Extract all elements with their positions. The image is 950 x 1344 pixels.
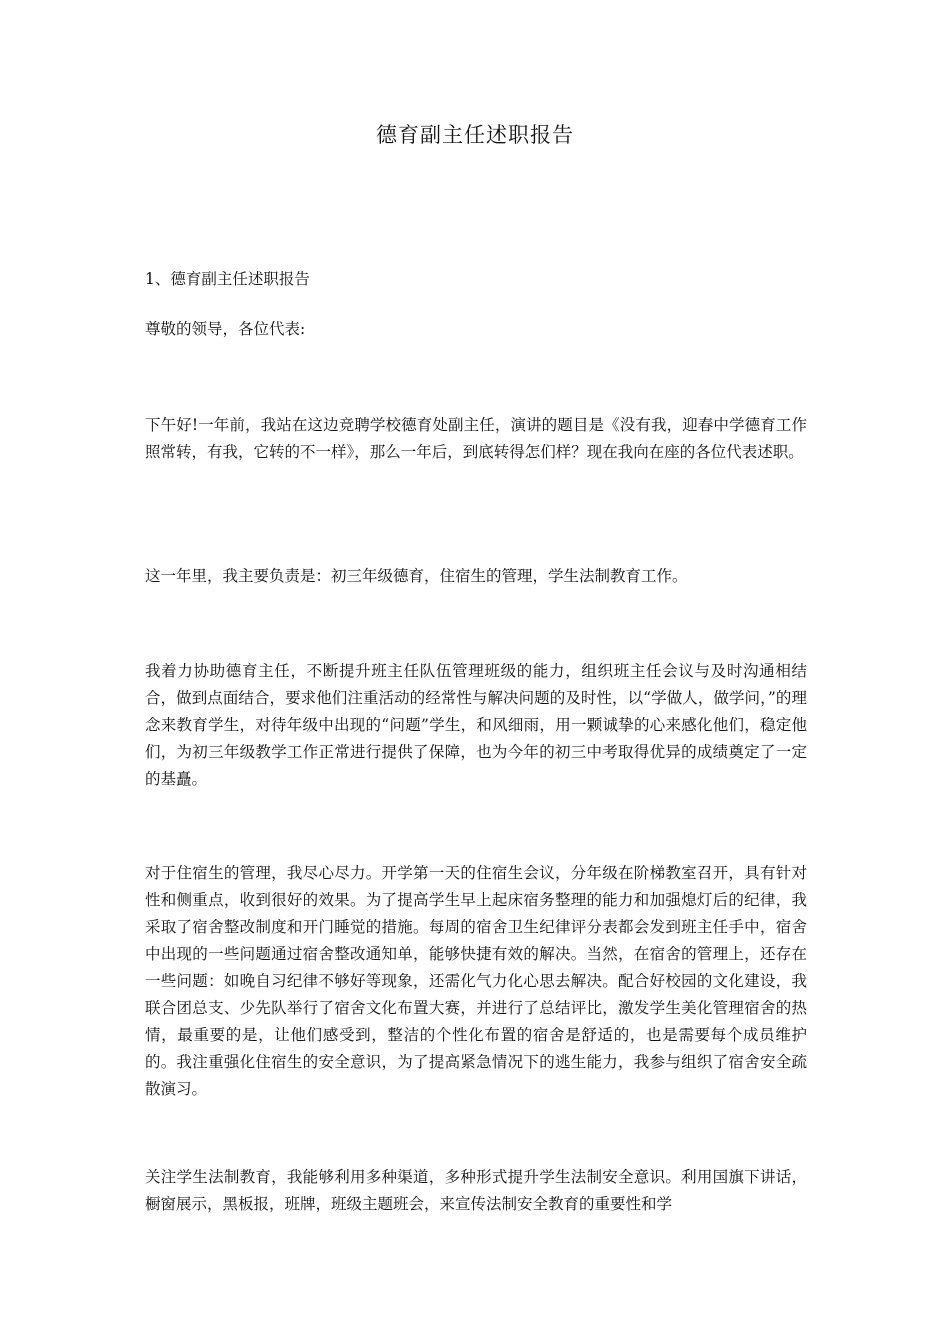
paragraph-grade-work: 我着力协助德育主任，不断提升班主任队伍管理班级的能力，组织班主任会议与及时沟通相结合，做到点面结合，要求他们注重活动的经常性与解决问题的及时性，以“学做人，做学问，”的理念来教育学生，对待年级中出现的“问题”学生，和风细雨，用一颗诚挚的心来感化他们，稳定他们，为初三年级教学工作正常进行提供了保障，也为今年的初三中考取得优异的成绩奠定了一定的基矗。	[145, 662, 807, 788]
paragraph-dormitory: 对于住宿生的管理，我尽心尽力。开学第一天的住宿生会议，分年级在阶梯教室召开，具有针对性和侧重点，收到很好的效果。为了提高学生早上起床宿务整理的能力和加强熄灯后的纪律，我采取了宿舍整改制度和开门睡觉的措施。每周的宿舍卫生纪律评分表都会发到班主任手中，宿舍中出现的一些问题通过宿舍整改通知单，能够快捷有效的解决。当然，在宿舍的管理上，还存在一些问题：如晚自习纪律不够好等现象，还需化气力化心思去解决。配合好校园的文化建设，我联合团总支、少先队举行了宿舍文化布置大赛，并进行了总结评比，激发学生美化管理宿舍的热情，最重要的是，让他们感受到，整洁的个性化布置的宿舍是舒适的，也是需要每个成员维护的。我注重强化住宿生的安全意识，为了提高紧急情况下的逃生能力，我参与组织了宿舍安全疏散演习。	[145, 864, 807, 1098]
greeting: 尊敬的领导，各位代表:	[145, 320, 306, 338]
paragraph-legal-education: 关注学生法制教育，我能够利用多种渠道，多种形式提升学生法制安全意识。利用国旗下讲话，橱窗展示，黑板报，班牌，班级主题班会，来宣传法制安全教育的重要性和学	[145, 1168, 807, 1213]
paragraph-intro: 下午好!一年前，我站在这边竞聘学校德育处副主任，演讲的题目是《没有我，迎春中学德育工作照常转，有我，它转的不一样》，那么一年后，到底转得怎们样？现在我向在座的各位代表述职。	[145, 416, 807, 461]
section-heading: 1、德育副主任述职报告	[145, 270, 310, 288]
document-title: 德育副主任述职报告	[376, 123, 574, 147]
paragraph-duties: 这一年里，我主要负责是：初三年级德育，住宿生的管理，学生法制教育工作。	[145, 567, 688, 585]
